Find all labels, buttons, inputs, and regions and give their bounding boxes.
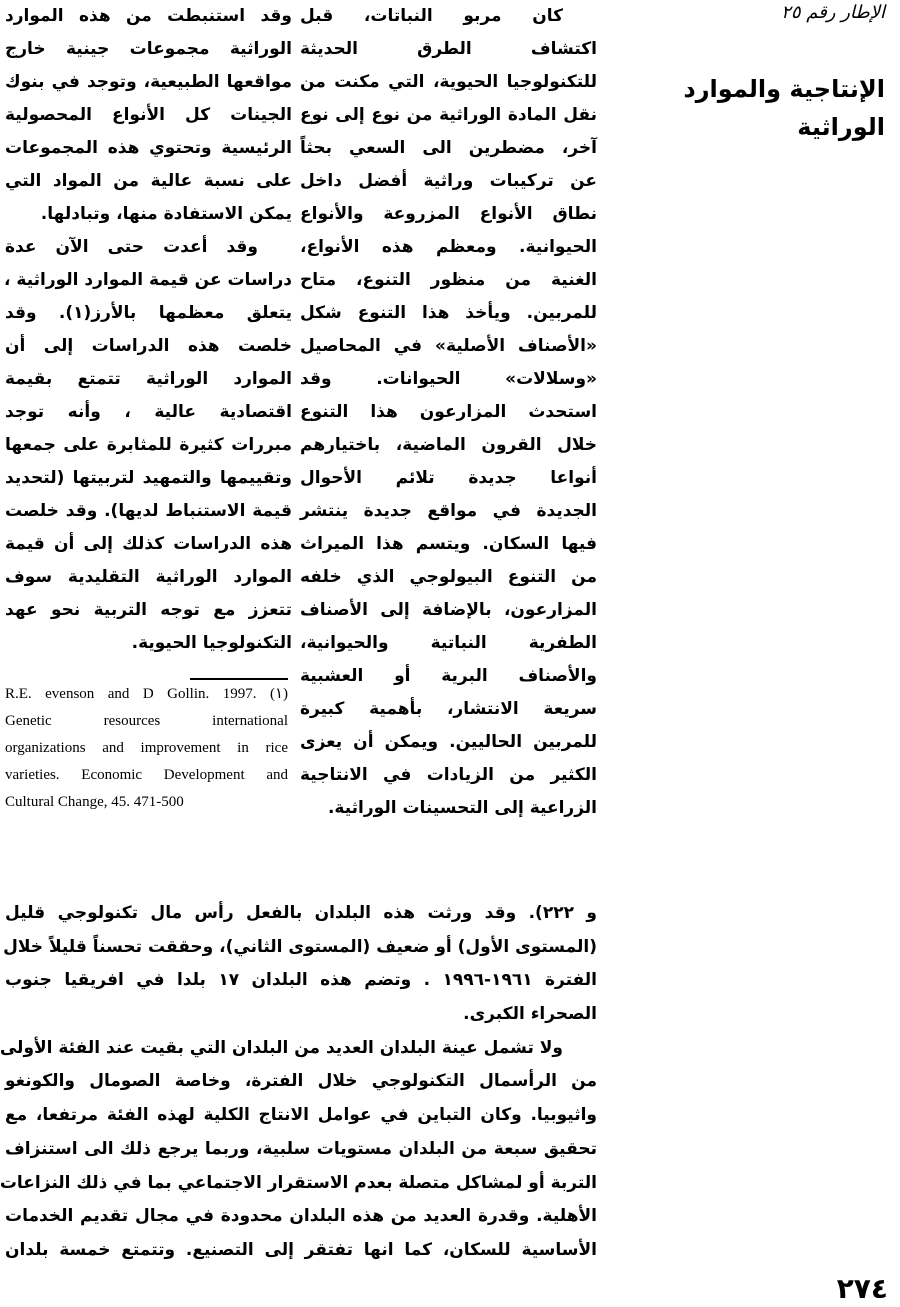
footnote-line: R.E. evenson and D Gollin. 1997. (١) bbox=[5, 686, 288, 702]
text-line: أنواعا جديدة تلائم الأحوال bbox=[300, 468, 597, 488]
text-line: الكثير من الزيادات في الانتاجية bbox=[300, 765, 597, 785]
text-line: مواقعها الطبيعية، وتوجد في بنوك bbox=[5, 72, 292, 92]
text-line: (المستوى الأول) أو ضعيف (المستوى الثاني)، وحققت تحسناً قليلاً خلال bbox=[3, 936, 597, 957]
text-line: نقل المادة الوراثية من نوع إلى نوع bbox=[300, 105, 597, 125]
footnote-line: Genetic resources international bbox=[5, 713, 288, 729]
footnote-divider bbox=[190, 678, 288, 680]
text-line: الطفرية النباتية والحيوانية، bbox=[300, 633, 597, 653]
text-line: آخر، مضطرين الى السعي بحثاً bbox=[300, 138, 597, 158]
footnote-line: organizations and improvement in rice bbox=[5, 740, 288, 756]
text-line: دراسات عن قيمة الموارد الوراثية ، bbox=[4, 270, 292, 290]
text-line: للتكنولوجيا الحيوية، التي مكنت من bbox=[300, 72, 597, 92]
text-line: كان مربو النباتات، قبل bbox=[300, 6, 563, 26]
text-line: الموارد الوراثية تتمتع بقيمة bbox=[5, 369, 292, 389]
text-line: الرئيسية وتحتوي هذه المجموعات bbox=[5, 138, 292, 158]
text-line: «الأصناف الأصلية» في المحاصيل bbox=[300, 336, 597, 356]
text-line: الفترة ١٩٦١-١٩٩٦ . وتضم هذه البلدان ١٧ بلدا في افريقيا جنوب bbox=[5, 970, 597, 991]
text-line: للمربين الحاليين. ويمكن أن يعزى bbox=[300, 732, 597, 752]
text-line: الجديدة في مواقع جديدة ينتشر bbox=[300, 501, 597, 521]
text-line: الوراثية مجموعات جينية خارج bbox=[5, 39, 292, 59]
text-line: الصحراء الكبرى. bbox=[463, 1004, 597, 1025]
text-line: من التنوع البيولوجي الذي خلفه bbox=[300, 567, 597, 587]
text-line: من الرأسمال التكنولوجي خلال الفترة، وخاصة الصومال والكونغو bbox=[5, 1071, 597, 1092]
text-line: الزراعية إلى التحسينات الوراثية. bbox=[327, 798, 597, 818]
text-line: سريعة الانتشار، بأهمية كبيرة bbox=[300, 699, 597, 719]
text-line: الجينات كل الأنواع المحصولية bbox=[5, 105, 292, 125]
text-line: التربة أو لمشاكل متصلة بعدم الاستقرار الاجتماعي بما في ذلك النزاعات bbox=[0, 1172, 597, 1193]
box-title bbox=[645, 70, 885, 146]
text-line: تحقيق سبعة من البلدان مستويات سلبية، وربما يرجع ذلك الى استنزاف bbox=[5, 1138, 597, 1159]
text-line: الأساسية للسكان، كما انها تفتقر إلى التصنيع. وتتمتع خمسة بلدان bbox=[5, 1239, 597, 1260]
box-text-column bbox=[300, 0, 597, 825]
text-line: وقد أعدت حتى الآن عدة bbox=[5, 237, 258, 257]
text-line: الحيوانية. ومعظم هذه الأنواع، bbox=[300, 237, 597, 257]
text-line: واثيوبيا. وكان التباين في عوامل الانتاج الكلية لهذه الفئة مرتفعا، مع bbox=[5, 1105, 597, 1126]
page-number: ٢٧٤ bbox=[836, 1272, 888, 1305]
text-line: وتقييمها والتمهيد لتربيتها (لتحديد bbox=[5, 468, 292, 488]
text-line: اكتشاف الطرق الحديثة bbox=[300, 39, 597, 59]
text-line: وقد استنبطت من هذه الموارد bbox=[5, 6, 292, 26]
text-line: خلال القرون الماضية، باختيارهم bbox=[300, 435, 597, 455]
text-line: و ٢٢٢). وقد ورثت هذه البلدان بالفعل رأس مال تكنولوجي قليل bbox=[5, 903, 597, 923]
text-line: للمربين. ويأخذ هذا التنوع شكل bbox=[300, 303, 597, 323]
text-line: التكنولوجيا الحيوية. bbox=[131, 633, 292, 653]
text-line: هذه الدراسات كذلك إلى أن قيمة bbox=[5, 534, 292, 554]
footnote bbox=[5, 681, 288, 816]
text-line: استحدث المزارعون هذا التنوع bbox=[300, 402, 597, 422]
text-line: الأهلية. وقدرة العديد من هذه البلدان محدودة في مجال تقديم الخدمات bbox=[5, 1206, 597, 1227]
text-line: نطاق الأنواع المزروعة والأنواع bbox=[300, 204, 597, 224]
text-line: «وسلالات» الحيوانات. وقد bbox=[300, 369, 597, 389]
text-line: تتعزز مع توجه التربية نحو عهد bbox=[5, 600, 292, 620]
text-line: على نسبة عالية من المواد التي bbox=[5, 171, 292, 191]
box-title-line: الوراثية bbox=[797, 113, 885, 141]
text-line: عن تركيبات وراثية أفضل داخل bbox=[300, 171, 597, 191]
text-line: والأصناف البرية أو العشبية bbox=[300, 666, 597, 686]
text-line: يمكن الاستفادة منها، وتبادلها. bbox=[40, 204, 292, 224]
text-line: يتعلق معظمها بالأرز(١). وقد bbox=[5, 303, 292, 323]
footnote-line: varieties. Economic Development and bbox=[5, 767, 288, 783]
box-text-column-continued bbox=[5, 0, 292, 660]
box-title-line: الإنتاجية والموارد bbox=[683, 75, 885, 103]
text-line: الموارد الوراثية التقليدية سوف bbox=[5, 567, 292, 587]
text-line: المزارعون، بالإضافة إلى الأصناف bbox=[300, 600, 597, 620]
text-line: ولا تشمل عينة البلدان العديد من البلدان التي بقيت عند الفئة الأولى bbox=[0, 1037, 563, 1058]
text-line: مبررات كثيرة للمثابرة على جمعها bbox=[5, 435, 292, 455]
text-line: فيها السكان. ويتسم هذا الميراث bbox=[300, 534, 597, 554]
footnote-line: Cultural Change, 45. 471-500 bbox=[5, 794, 184, 810]
main-body-text bbox=[0, 897, 597, 1268]
text-line: الغنية من منظور التنوع، متاح bbox=[300, 270, 597, 290]
text-line: قيمة الاستنباط لديها). وقد خلصت bbox=[5, 501, 292, 521]
text-line: اقتصادية عالية ، وأنه توجد bbox=[5, 402, 292, 422]
text-line: خلصت هذه الدراسات إلى أن bbox=[5, 336, 292, 356]
box-label: الإطار رقم ٢٥ bbox=[781, 2, 885, 23]
